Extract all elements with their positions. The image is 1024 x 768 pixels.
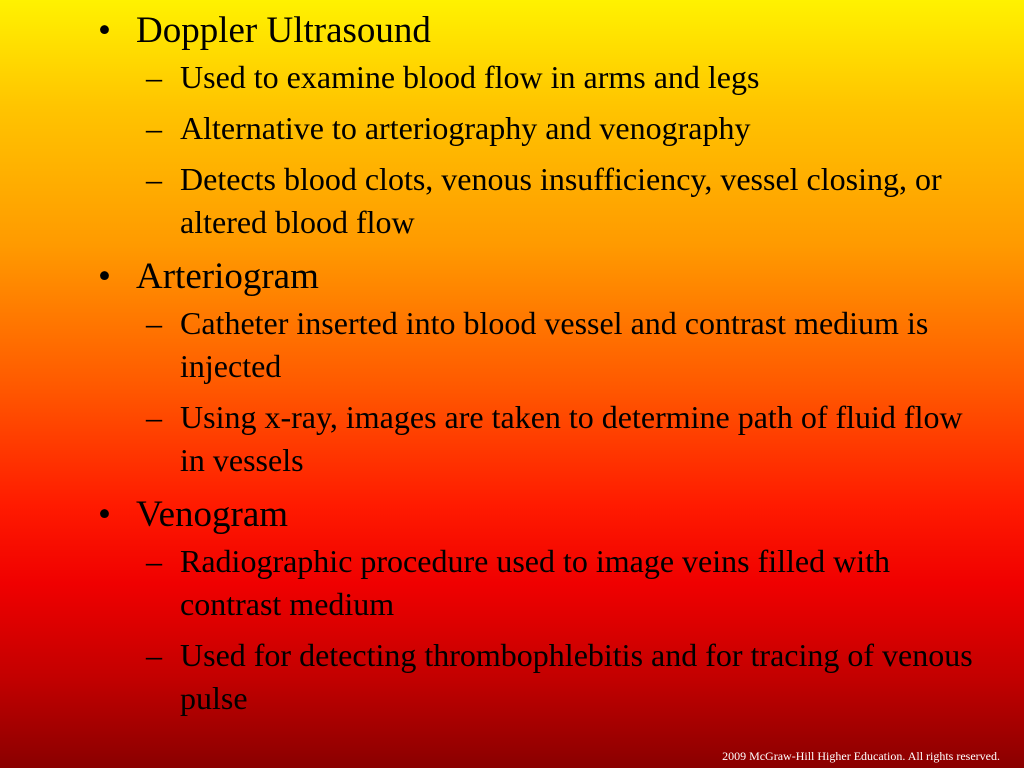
topic-heading <box>98 490 978 540</box>
topic-arteriogram <box>98 252 978 482</box>
copyright-footer: 2009 McGraw-Hill Higher Education. All rights reserved. <box>722 749 1000 763</box>
sub-list <box>98 540 978 720</box>
topic-venogram <box>98 490 978 720</box>
bullet-list <box>98 6 978 728</box>
bullet-dot: • <box>98 494 111 535</box>
topic-doppler-ultrasound <box>98 6 978 244</box>
topic-title: Doppler Ultrasound <box>136 10 431 51</box>
sub-item-text: Used for detecting thrombophlebitis and for tracing of venous pulse <box>180 637 973 716</box>
sub-list <box>98 56 978 244</box>
sub-item-text: Used to examine blood flow in arms and legs <box>180 59 760 95</box>
sub-item <box>98 634 978 720</box>
dash-marker: – <box>146 543 162 579</box>
sub-item-text: Radiographic procedure used to image veins filled with contrast medium <box>180 543 891 622</box>
sub-item <box>98 396 978 482</box>
dash-marker: – <box>146 305 162 341</box>
sub-item <box>98 302 978 388</box>
dash-marker: – <box>146 399 162 435</box>
sub-item <box>98 56 978 99</box>
topic-heading <box>98 252 978 302</box>
sub-item-text: Alternative to arteriography and venography <box>180 110 751 146</box>
dash-marker: – <box>146 110 162 146</box>
dash-marker: – <box>146 637 162 673</box>
dash-marker: – <box>146 59 162 95</box>
sub-item <box>98 107 978 150</box>
topic-title: Venogram <box>136 494 289 535</box>
topic-heading <box>98 6 978 56</box>
sub-item <box>98 158 978 244</box>
dash-marker: – <box>146 161 162 197</box>
sub-list <box>98 302 978 482</box>
sub-item-text: Detects blood clots, venous insufficiency, vessel closing, or altered blood flow <box>180 161 942 240</box>
topic-title: Arteriogram <box>136 256 319 297</box>
bullet-dot: • <box>98 256 111 297</box>
sub-item <box>98 540 978 626</box>
bullet-dot: • <box>98 10 111 51</box>
sub-item-text: Using x-ray, images are taken to determine path of fluid flow in vessels <box>180 399 963 478</box>
sub-item-text: Catheter inserted into blood vessel and contrast medium is injected <box>180 305 929 384</box>
